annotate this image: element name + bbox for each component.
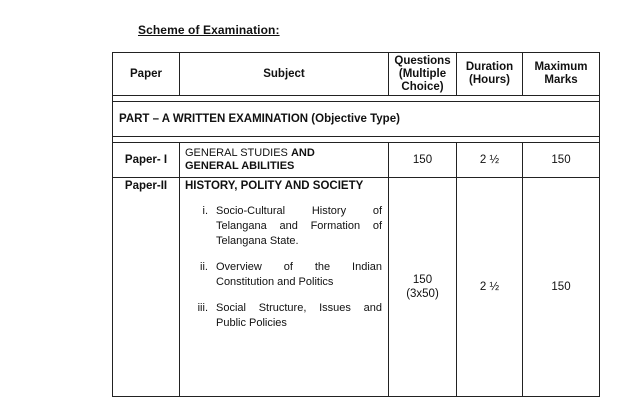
- paper-2-questions: [389, 178, 457, 397]
- paper-2-subject: [180, 178, 389, 397]
- paper-1-subject-plain: GENERAL STUDIES: [185, 147, 291, 159]
- header-paper: Paper: [113, 53, 180, 96]
- paper-2-duration: 2 ½: [457, 178, 523, 397]
- header-questions: [389, 53, 457, 96]
- page-heading: Scheme of Examination:: [138, 23, 280, 37]
- exam-scheme-table: [112, 52, 600, 397]
- paper-1-subject-bold-abilities: GENERAL ABILITIES: [185, 160, 295, 172]
- paper-2-questions-breakdown: (3x50): [406, 288, 439, 300]
- header-subject: Subject: [180, 53, 389, 96]
- header-marks-line1: Maximum: [534, 61, 588, 73]
- header-duration: [457, 53, 523, 96]
- paper-1-subject-bold-and: AND: [290, 147, 315, 159]
- header-duration-line1: Duration: [465, 61, 514, 73]
- paper-1-subject: [180, 143, 389, 178]
- list-item: [185, 204, 382, 249]
- paper-1-duration: 2 ½: [457, 143, 523, 178]
- table-row-paper-2: [113, 178, 600, 397]
- list-item: [185, 301, 382, 331]
- paper-2-questions-count: 150: [412, 274, 433, 286]
- list-item: [185, 260, 382, 290]
- header-questions-line3: Choice): [401, 80, 444, 93]
- header-questions-line1: Questions: [394, 54, 451, 67]
- header-marks-line2: Marks: [544, 74, 578, 86]
- topic-text: Social Structure, Issues and Public Policies: [216, 302, 382, 329]
- topic-number: iii.: [197, 302, 208, 314]
- topic-number: ii.: [200, 261, 208, 273]
- paper-1-name: Paper- I: [113, 143, 180, 178]
- header-marks: [523, 53, 600, 96]
- paper-2-name: Paper-II: [113, 178, 180, 397]
- table-header-row: [113, 53, 600, 96]
- paper-1-questions: 150: [389, 143, 457, 178]
- paper-2-topic-list: [185, 204, 382, 331]
- table-row-paper-1: [113, 143, 600, 178]
- header-questions-line2: (Multiple: [398, 67, 447, 80]
- topic-text: Socio-Cultural History of Telangana and Formation of Telangana State.: [216, 205, 382, 247]
- paper-2-marks: 150: [523, 178, 600, 397]
- part-a-label: PART – A WRITTEN EXAMINATION (Objective Type): [113, 102, 600, 137]
- header-duration-line2: (Hours): [469, 74, 510, 86]
- paper-1-marks: 150: [523, 143, 600, 178]
- topic-text: Overview of the Indian Constitution and Politics: [216, 261, 382, 288]
- topic-number: i.: [202, 205, 208, 217]
- paper-2-subject-title: HISTORY, POLITY AND SOCIETY: [185, 180, 364, 192]
- part-a-row: [113, 102, 600, 137]
